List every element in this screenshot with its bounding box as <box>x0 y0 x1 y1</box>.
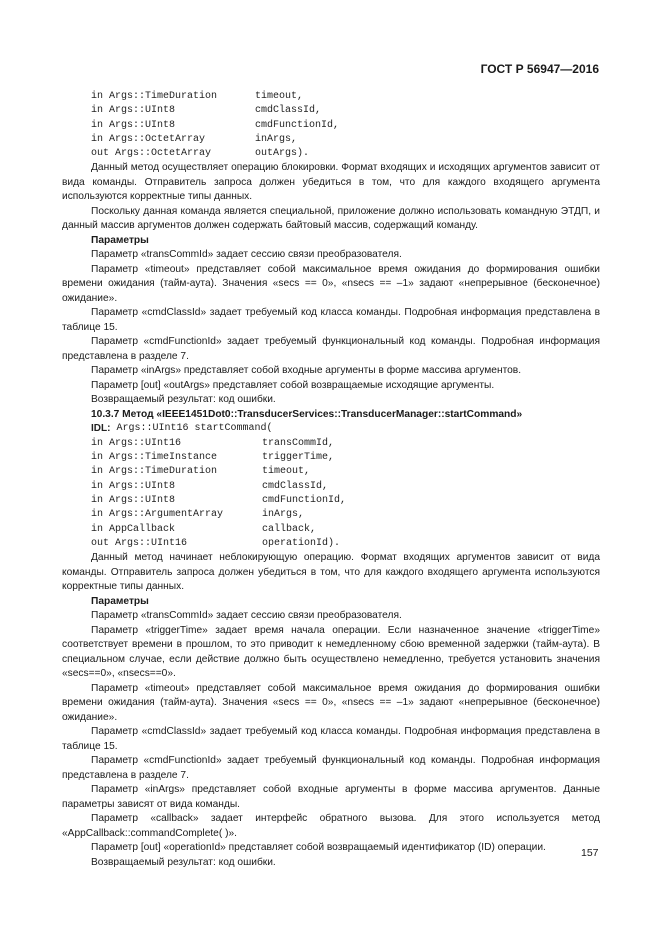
paragraph: Данный метод начинает неблокирующую операцию. Формат входящих аргументов зависит от вида команды. Отправитель запроса должен убедиться в том, что для каждого входящего аргумента используются корректные типы данных. <box>62 552 600 593</box>
idl-signature: IDL: Args::UInt16 startCommand( <box>91 422 600 436</box>
params-heading: Параметры <box>91 234 149 246</box>
param-paragraph: Параметр «cmdFunctionId» задает требуемый функциональный код команды. Подробная информация представлена в разделе 7. <box>62 755 600 781</box>
param-paragraph: Параметр [out] «operationId» представляет собой возвращаемый идентификатор (ID) операции. <box>91 842 546 854</box>
return-value: Возвращаемый результат: код ошибки. <box>91 856 276 868</box>
param-paragraph: Параметр «timeout» представляет собой максимальное время ожидания до формирования ошибки времени ожидания (тайм-аута). Значения «secs == 0», «nsecs == –1» задают «непрерывное (бесконечное) ожидание». <box>62 263 600 304</box>
code-line: in Args::UInt8 cmdFunctionId, <box>91 494 347 506</box>
param-paragraph: Параметр «cmdClassId» задает требуемый код класса команды. Подробная информация представлена в таблице 15. <box>62 726 600 752</box>
paragraph: Данный метод осуществляет операцию блокировки. Формат входящих и исходящих аргументов зависит от вида команды. Отправитель запроса должен убедиться в том, что для каждого входящего аргумента используются корректные типы данных. <box>62 162 600 203</box>
code-line: out Args::UInt16 operationId). <box>91 537 341 549</box>
code-line: in Args::UInt8 cmdClassId, <box>91 105 322 117</box>
params-heading: Параметры <box>91 595 149 607</box>
document-body <box>62 90 600 870</box>
paragraph: Поскольку данная команда является специальной, приложение должно использовать командную ЭТДП, и данный массив аргументов должен содержать байтовый массив, содержащий команду. <box>62 205 600 232</box>
page-number: 157 <box>581 847 599 859</box>
return-value: Возвращаемый результат: код ошибки. <box>91 394 276 406</box>
idl-label: IDL: <box>91 423 111 435</box>
param-paragraph: Параметр [out] «outArgs» представляет собой возвращаемые исходящие аргументы. <box>91 379 495 391</box>
param-paragraph: Параметр «inArgs» представляет собой входные аргументы в форме массива аргументов. <box>91 365 522 377</box>
code-block-1 <box>91 90 600 161</box>
param-paragraph: Параметр «timeout» представляет собой максимальное время ожидания до формирования ошибки времени ожидания (тайм-аута). Значения «secs == 0», «nsecs == –1» задают «непрерывное (бесконечное) ожидание». <box>62 682 600 723</box>
code-line: in Args::TimeInstance triggerTime, <box>91 452 335 464</box>
section-heading: 10.3.7 Метод «IEEE1451Dot0::TransducerServices::TransducerManager::startCommand» <box>91 408 523 420</box>
code-block-2 <box>91 437 600 551</box>
code-line: in Args::UInt16 transCommId, <box>91 437 335 449</box>
param-paragraph: Параметр «transCommId» задает сессию связи преобразователя. <box>91 249 402 261</box>
code-line: in Args::TimeDuration timeout, <box>91 91 304 102</box>
param-paragraph: Параметр «cmdClassId» задает требуемый код класса команды. Подробная информация представлена в таблице 15. <box>62 307 600 333</box>
code-line: in Args::UInt8 cmdFunctionId, <box>91 119 340 131</box>
param-paragraph: Параметр «transCommId» задает сессию связи преобразователя. <box>91 610 402 622</box>
param-paragraph: Параметр «triggerTime» задает время начала операции. Если назначенное значение «triggerTime» соответствует времени в прошлом, то это приводит к немедленному сбою временной задержки (тайм-аута). В специальном случае, если действие должно быть осуществлено немедленно, требуется установить значения «secs==0», «nsecs==0». <box>62 624 600 680</box>
code-line: in Args::TimeDuration timeout, <box>91 466 311 478</box>
param-paragraph: Параметр «cmdFunctionId» задает требуемый функциональный код команды. Подробная информация представлена в разделе 7. <box>62 336 600 362</box>
code-line: in Args::ArgumentArray inArgs, <box>91 509 305 521</box>
param-paragraph: Параметр «callback» задает интерфейс обратного вызова. Для этого используется метод «AppCallback::commandComplete( )». <box>62 813 600 839</box>
param-paragraph: Параметр «inArgs» представляет собой входные аргументы в форме массива аргументов. Данные параметры зависят от вида команды. <box>62 784 600 810</box>
code-line: in AppCallback callback, <box>91 523 317 535</box>
standard-header: ГОСТ Р 56947—2016 <box>480 62 599 76</box>
code-line: in Args::UInt8 cmdClassId, <box>91 480 329 492</box>
code-line: in Args::OctetArray inArgs, <box>91 133 298 145</box>
code-line: out Args::OctetArray outArgs). <box>91 148 310 160</box>
